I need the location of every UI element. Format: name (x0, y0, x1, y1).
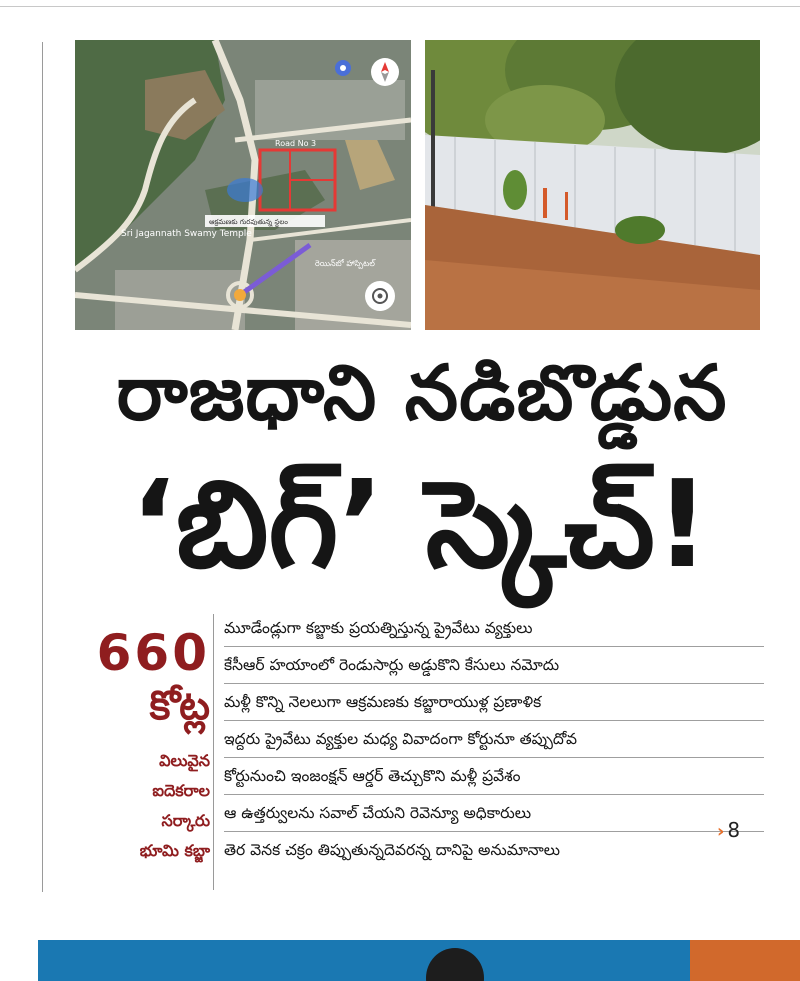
story-points (224, 610, 764, 868)
site-photo (425, 40, 760, 330)
story-point: కేసీఆర్ హయాంలో రెండుసార్లు అడ్డుకొని కేసులు నమోదు (224, 647, 764, 684)
story-point: కోర్టునుంచి ఇంజంక్షన్ ఆర్డర్ తెచ్చుకొని మళ్లీ ప్రవేశం (224, 758, 764, 795)
map-road-label: Road No 3 (275, 139, 317, 148)
story-point: ఆ ఉత్తర్వులను సవాల్ చేయని రెవెన్యూ అధికారులు (224, 795, 764, 832)
left-column-rule (42, 42, 43, 892)
person-photo (426, 948, 484, 981)
story-point: తెర వెనక చక్రం తిప్పుతున్నదెవరన్న దానిపై అనుమానాలు (224, 841, 561, 859)
amount-block (60, 626, 210, 732)
story-point: మూడేండ్లుగా కబ్జాకు ప్రయత్నిస్తున్న ప్రైవేటు వ్యక్తులు (224, 610, 764, 647)
map-hospital-label: రెయిన్‌బో హాస్పిటల్ (315, 259, 375, 268)
description-line: భూమి కబ్జా (139, 841, 210, 860)
page-reference[interactable] (717, 818, 740, 842)
map-temple-label: Sri Jagannath Swamy Temple (121, 229, 252, 239)
page-number: 8 (727, 818, 741, 842)
headline-line-2: ‘బిగ్’ స్కెచ్! (130, 456, 710, 595)
compass-icon (371, 58, 399, 86)
location-pin-icon (335, 60, 351, 76)
top-divider (0, 6, 800, 7)
site-illustration (425, 40, 760, 330)
map-plot-label: ఆక్రమణకు గురవుతున్న స్థలం (209, 218, 288, 226)
headline-line-1: రాజధాని నడిబొడ్డున (116, 348, 728, 437)
amount-value: 660 (96, 624, 210, 682)
banner-corner-accent (690, 940, 800, 981)
description-line: విలువైన (159, 751, 210, 770)
description-line: సర్కారు (161, 811, 210, 830)
column-divider (213, 614, 214, 890)
gps-locate-icon (365, 281, 395, 311)
story-point: మళ్లీ కొన్ని నెలలుగా ఆక్రమణకు కబ్జారాయుళ్ల ప్రణాళిక (224, 684, 764, 721)
description-line: ఐదెకరాల (152, 781, 210, 800)
chevron-right-icon: › (717, 821, 725, 842)
map-photo (75, 40, 411, 330)
story-point: ఇద్దరు ప్రైవేటు వ్యక్తుల మధ్య వివాదంగా కోర్టునూ తప్పుదోవ (224, 721, 764, 758)
map-illustration (75, 40, 411, 330)
amount-description (60, 746, 210, 866)
amount-unit: కోట్ల (149, 683, 210, 729)
bottom-banner (38, 940, 800, 981)
